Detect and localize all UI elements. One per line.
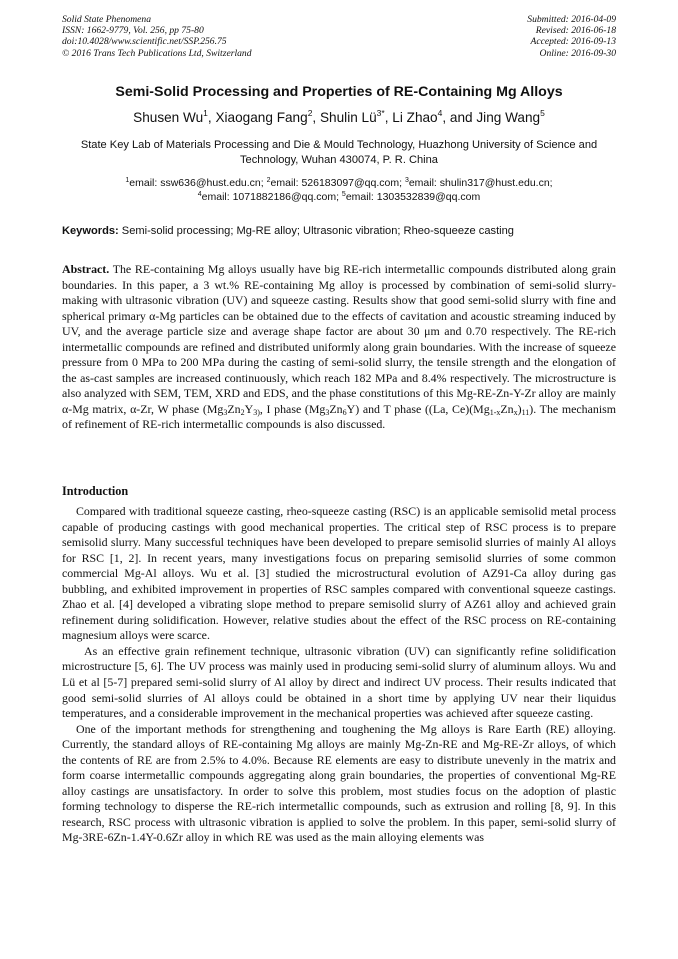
- author-mark: 3*: [376, 108, 385, 118]
- date-accepted: Accepted: 2016-09-13: [530, 36, 616, 48]
- email-list: [62, 177, 616, 204]
- paragraph: One of the important methods for strengthening and toughening the Mg alloys is Rare Earth (RE) alloying. Currently, the standard alloys of RE-containing Mg alloys are mainly Mg-Zn-RE and Mg-RE-Zr alloys, of which the contents of RE are from 2.5% to 4.0%. Because RE elements are easy to distribute unevenly in the matrix and form coarse intermetallic compounds aggregating along grain boundaries, the properties of conventional Mg-RE alloy castings are unsatisfactory. In order to solve this problem, most studies focus on the adoption of plastic forming technology to disperse the RE-rich intermetallic compounds, such as extrusion and rolling [8, 9]. In this research, RSC process with ultrasonic vibration is applied to solve the problem. In this paper, semi-solid slurry of Mg-3RE-6Zn-1.4Y-0.6Zr alloy in which RE was used as the main alloying elements was: [62, 721, 616, 845]
- author-name: Xiaogang Fang: [215, 110, 308, 125]
- formula-subscript: x: [513, 407, 518, 417]
- formula-subscript: 3: [325, 407, 330, 417]
- affiliation: State Key Lab of Materials Processing and Die & Mould Technology, Huazhong University of Science and Technology, Wuhan 430074, P. R. China: [80, 139, 598, 166]
- date-submitted: Submitted: 2016-04-09: [527, 14, 616, 25]
- formula-text: Zn: [500, 401, 514, 416]
- email-entry[interactable]: email: 526183097@qq.com;: [270, 177, 405, 189]
- date-revised: Revised: 2016-06-18: [535, 25, 616, 37]
- formula-subscript: 2: [240, 407, 245, 417]
- publication-dates: [527, 14, 616, 59]
- keywords-text: Semi-solid processing; Mg-RE alloy; Ultrasonic vibration; Rheo-squeeze casting: [118, 225, 514, 237]
- section-heading-introduction: Introduction: [62, 484, 129, 498]
- author-separator: ,: [312, 110, 320, 125]
- paragraph: Compared with traditional squeeze casting, rheo-squeeze casting (RSC) is an applicable semisolid metal process capable of producing castings with good mechanical properties. The critical step of RSC process is to prepare semisolid slurry. Many successful techniques have been developed to prepare semisolid slurries of mainly Al alloys for RSC [1, 2]. In recent years, many investigations focus on preparing semisolid slurries of some common commercial Mg-Al alloys. Wu et al. [3] studied the microstructural evolution of AZ91-Ca alloy during gas bubbling, and exhibited improvement in properties of RSC samples compared with conventional squeeze castings. Zhao et al. [4] developed a vibrating slope method to prepare semisolid slurry of AZ61 alloy and achieved grain refinement during solidification. However, relative studies about the effect of the RSC process on RE-containing magnesium alloys were scarce.: [62, 504, 616, 643]
- author-name: Shulin Lü: [319, 110, 377, 125]
- formula-text: ): [517, 401, 522, 416]
- date-online: Online: 2016-09-30: [539, 47, 616, 59]
- email-mark: 3: [404, 177, 409, 184]
- formula-subscript: 1-x: [489, 407, 501, 417]
- author-name: Jing Wang: [476, 110, 541, 125]
- formula-text: Zn: [227, 401, 241, 416]
- keywords: [62, 225, 616, 237]
- author-mark: 4: [437, 108, 443, 118]
- email-mark: 4: [197, 190, 202, 198]
- journal-doi[interactable]: doi:10.4028/www.scientific.net/SSP.256.75: [62, 36, 227, 48]
- journal-issn: ISSN: 1662-9779, Vol. 256, pp 75-80: [62, 25, 204, 37]
- author-name: Shusen Wu: [133, 110, 204, 125]
- abstract-text: , I phase (Mg: [259, 401, 326, 416]
- formula-text: Y: [244, 401, 254, 416]
- abstract-text: The RE-containing Mg alloys usually have big RE-rich intermetallic compounds distributed along grain boundaries. In this paper, a 3 wt.% RE-containing Mg alloy is processed by combination of semi-solid slurry-making with ultrasonic vibration (UV) and squeeze casting. Results show that good semi-solid slurry with fine and spherical primary α-Mg particles can be obtained due to the effects of cavitation and acoustic streaming induced by UV, and the average particle size and average shape factor are about 30 μm and 0.70 respectively. The RE-rich intermetallic compounds are refined and distributed uniformly along grain boundaries. With the increase of squeeze pressure from 0 MPa to 200 MPa during the casting of semi-solid slurry, the tensile strength and the elongation of the as-cast samples are increased continuously, which reach 182 MPa and 8.4% respectively. The microstructure is also analyzed with SEM, TEM, XRD and EDS, and the phase constitutions of this Mg-RE-Zn-Y-Zr alloy are mainly α-Mg matrix, α-Zr, W phase (Mg: [62, 262, 616, 416]
- email-mark: 1: [125, 177, 130, 184]
- email-mark: 5: [341, 190, 346, 198]
- author-mark: 5: [540, 108, 545, 118]
- author-list: [40, 110, 638, 125]
- journal-name: Solid State Phenomena: [62, 14, 151, 25]
- email-entry[interactable]: email: shulin317@hust.edu.cn;: [408, 177, 553, 189]
- author-mark: 1: [203, 108, 208, 118]
- abstract-label: Abstract.: [62, 262, 110, 276]
- formula-subscript: 3): [253, 407, 260, 417]
- journal-info: [62, 14, 252, 59]
- email-entry[interactable]: email: ssw636@hust.edu.cn;: [129, 177, 267, 189]
- formula-subscript: 3: [223, 407, 228, 417]
- author-separator: ,: [384, 110, 393, 125]
- keywords-label: Keywords:: [62, 225, 119, 237]
- author-mark: 2: [307, 108, 313, 118]
- paragraph: As an effective grain refinement technique, ultrasonic vibration (UV) can significantly refine solidification microstructure [5, 6]. The UV process was mainly used in producing semi-solid slurry of aluminum alloys. Wu and Lü et al [5-7] prepared semi-solid slurry of Al alloy by direct and indirect UV process. Their results indicated that good semi-solid slurries of Al alloys could be obtained in a short time by applying UV near their liquidus temperatures, and a considerable improvement in the mechanical properties was achieved after squeeze casting.: [62, 643, 616, 721]
- email-mark: 2: [266, 177, 271, 184]
- author-separator: , and: [442, 110, 477, 125]
- email-entry[interactable]: email: 1303532839@qq.com: [345, 190, 481, 203]
- formula-subscript: 11: [521, 407, 530, 417]
- email-entry[interactable]: email: 1071882186@qq.com;: [201, 190, 342, 203]
- paper-title: Semi-Solid Processing and Properties of RE-Containing Mg Alloys: [115, 84, 563, 100]
- formula-subscript: 6: [342, 407, 347, 417]
- abstract-text: Y) and T phase ((La, Ce)(Mg: [346, 401, 490, 416]
- abstract: [62, 262, 616, 433]
- formula-text: Zn: [329, 401, 343, 416]
- abstract-text: ). The mechanism of refinement of RE-rich intermetallic compounds is also discussed.: [62, 401, 616, 432]
- introduction-body: [62, 504, 616, 846]
- journal-copyright: © 2016 Trans Tech Publications Ltd, Switzerland: [62, 47, 252, 59]
- author-name: Li Zhao: [392, 110, 438, 125]
- author-separator: ,: [207, 110, 216, 125]
